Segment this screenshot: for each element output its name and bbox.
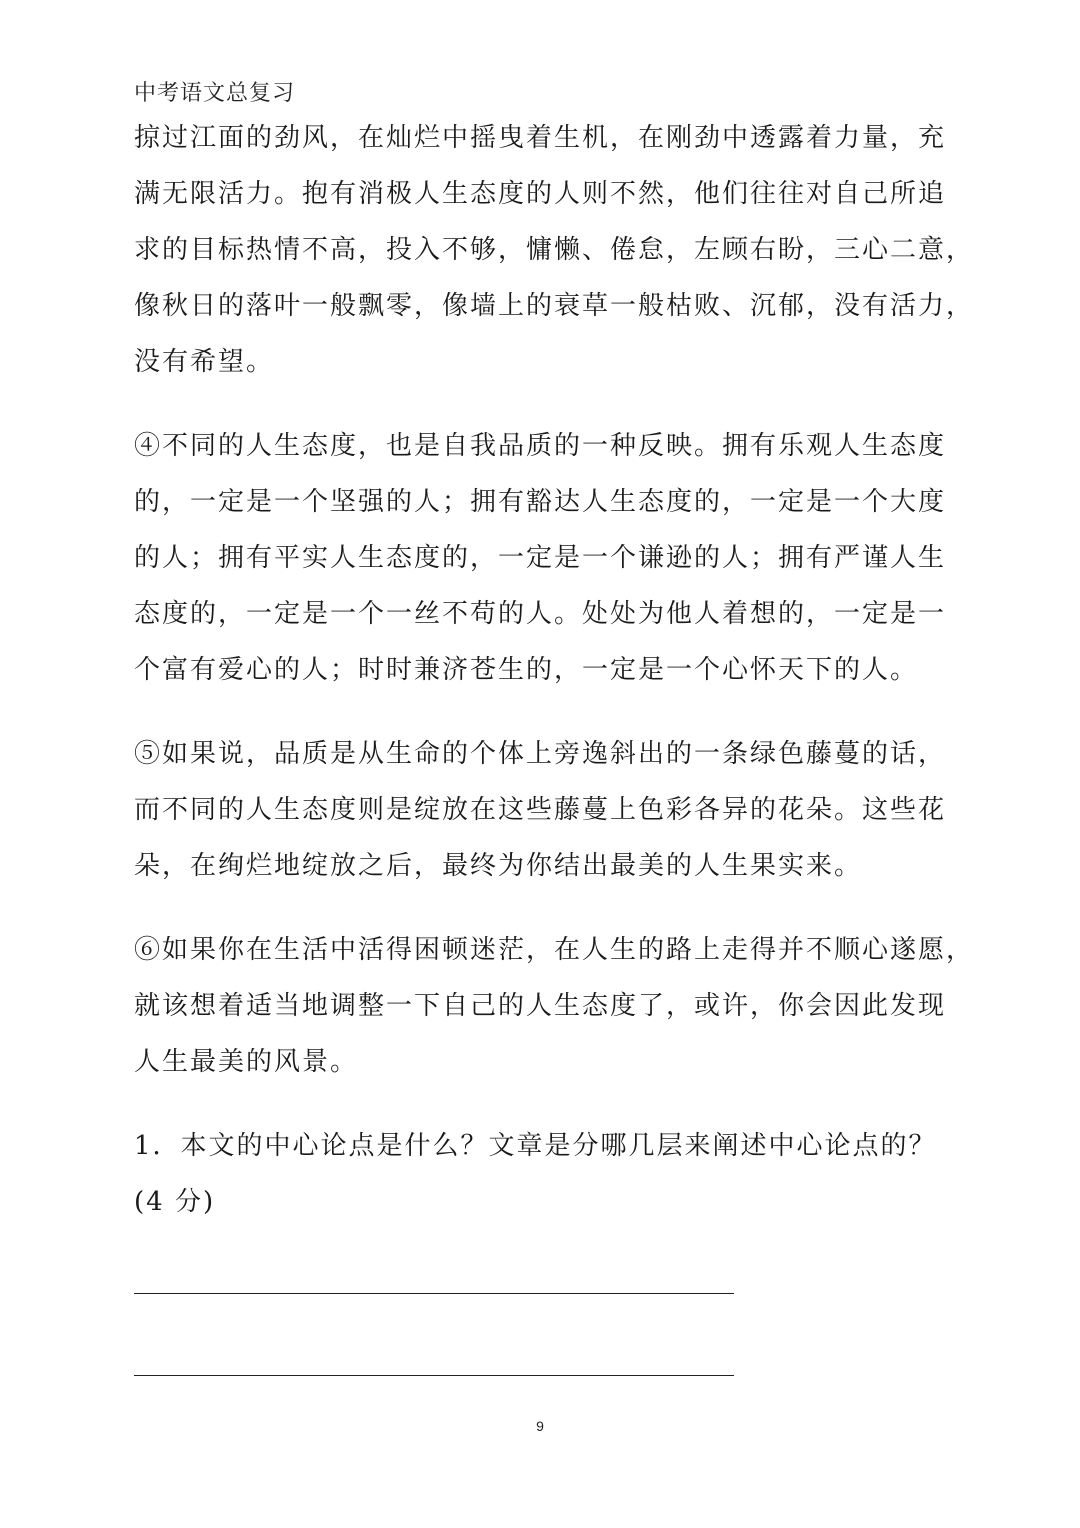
answer-line-2[interactable] — [134, 1375, 734, 1376]
paragraph-3-continued — [134, 110, 975, 390]
question-score: (4 分) — [134, 1187, 216, 1217]
text-line: 满无限活力。抱有消极人生态度的人则不然，他们往往对自己所追 — [134, 179, 947, 209]
text-line: 人生最美的风景。 — [134, 1047, 359, 1077]
text-line: 朵，在绚烂地绽放之后，最终为你结出最美的人生果实来。 — [134, 851, 863, 881]
answer-line-1[interactable] — [134, 1293, 734, 1294]
text-line: 而不同的人生态度则是绽放在这些藤蔓上色彩各异的花朵。这些花 — [134, 795, 947, 825]
text-line: 个富有爱心的人；时时兼济苍生的，一定是一个心怀天下的人。 — [134, 655, 919, 685]
question-text: 1．本文的中心论点是什么？文章是分哪几层来阐述中心论点的？ — [134, 1131, 937, 1161]
text-line: ⑥如果你在生活中活得困顿迷茫，在人生的路上走得并不顺心遂愿， — [134, 935, 975, 965]
document-body — [134, 110, 975, 1230]
paragraph-6 — [134, 922, 975, 1090]
text-line: 态度的，一定是一个一丝不苟的人。处处为他人着想的，一定是一 — [134, 599, 947, 629]
question-1 — [134, 1118, 937, 1230]
text-line: ④不同的人生态度，也是自我品质的一种反映。拥有乐观人生态度 — [134, 431, 947, 461]
text-line: 的，一定是一个坚强的人；拥有豁达人生态度的，一定是一个大度 — [134, 487, 947, 517]
paragraph-5 — [134, 726, 947, 894]
document-header: 中考语文总复习 — [134, 81, 296, 106]
text-line: 求的目标热情不高，投入不够，慵懒、倦怠，左顾右盼，三心二意， — [134, 235, 975, 265]
paragraph-4 — [134, 418, 947, 698]
text-line: ⑤如果说，品质是从生命的个体上旁逸斜出的一条绿色藤蔓的话， — [134, 739, 947, 769]
text-line: 没有希望。 — [134, 347, 275, 377]
text-line: 像秋日的落叶一般飘零，像墙上的衰草一般枯败、沉郁，没有活力， — [134, 291, 975, 321]
text-line: 的人；拥有平实人生态度的，一定是一个谦逊的人；拥有严谨人生 — [134, 543, 947, 573]
text-line: 就该想着适当地调整一下自己的人生态度了，或许，你会因此发现 — [134, 991, 947, 1021]
page-number: 9 — [536, 1418, 544, 1434]
text-line: 掠过江面的劲风，在灿烂中摇曳着生机，在刚劲中透露着力量，充 — [134, 123, 947, 153]
